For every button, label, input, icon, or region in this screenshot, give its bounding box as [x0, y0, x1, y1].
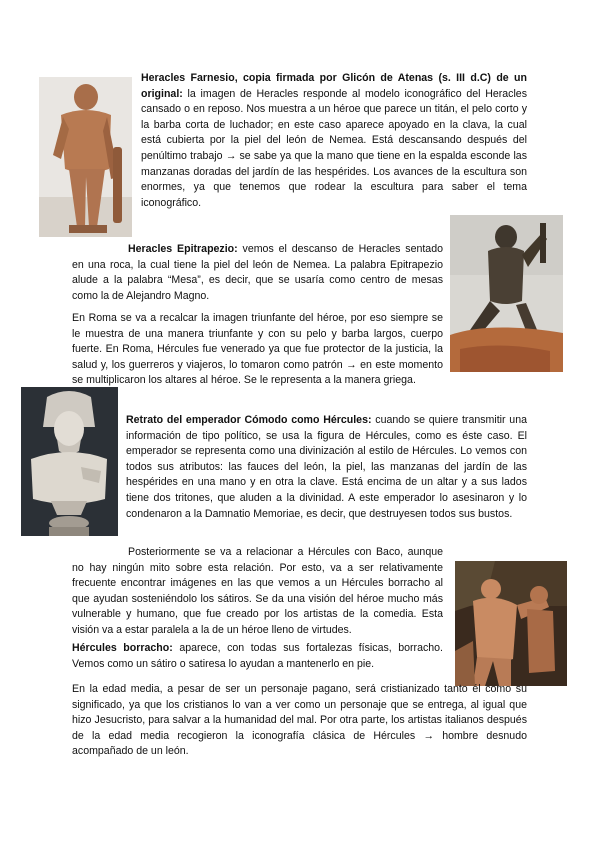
- comodo-paragraph: [126, 413, 527, 522]
- edad-media-paragraph: [72, 682, 527, 760]
- farnesio-title: Heracles Farnesio, copia firmada por Glicón de Atenas (s. III d.C) de un original:: [141, 72, 527, 100]
- roma-paragraph: [72, 311, 443, 389]
- borracho-text: aparece, con todas sus fortalezas físicas, borracho. Vemos como un sátiro o satiresa lo ayudan a mantenerlo en pie.: [72, 642, 444, 670]
- baco-text: Posteriormente se va a relacionar a Hércules con Baco, aunque no hay ningún mito sobre esta relación. Por esto, va a ser relativamente frecuente encontrar imágenes en las que vemos a un Hércules borracho al que ayudan sosteniéndolo los sátiros. Se da una visión del héroe mucho más vulnerable y humano, que fue creado por los artistas de la comedia. Esta visión va a estar paralela a la de un héroe lleno de virtudes.: [72, 546, 443, 636]
- epitrapezio-title: Heracles Epitrapezio:: [128, 243, 238, 255]
- roma-text: En Roma se va a recalcar la imagen triunfante del héroe, por eso siempre se le muestra de una manera triunfante y con su pelo y barba largos, cuerpo fuerte. En Roma, Hércules fue venerado ya que fue protector de la justicia, la salud y, los guerreros y viajeros, lo tomaron como patrón → en este momento se multiplicaron los altares al héroe. Se le representa a la manera griega.: [72, 312, 443, 387]
- epitrapezio-text: vemos el descanso de Heracles sentado en una roca, la cual tiene la piel del león de Nemea. La palabra Epitrapezio alude a la palabra “Mesa”, es decir, que se usaría como centro de mesas como la de Alejandro Magno.: [72, 243, 443, 302]
- edad-media-text: En la edad media, a pesar de ser un personaje pagano, será cristianizado tanto él como su significado, ya que los cristianos lo van a ver como un personaje que se entrega, al igual que hizo Jesucristo, para salvar a la humanidad del mal. Por otra parte, los artistas italianos después de la edad media recogieron la iconografía clásica de Hércules → hombre desnudo acompañado de un león.: [72, 683, 527, 758]
- drunken-hercules-painting: [455, 561, 567, 686]
- borracho-paragraph: [72, 641, 443, 672]
- farnesio-paragraph: [141, 71, 527, 211]
- heracles-epitrapezio-photo: [450, 215, 563, 372]
- farnesio-text: la imagen de Heracles responde al modelo iconográfico del Heracles cansado o en reposo. Nos muestra a un héroe que parece un titán, el pelo corto y la barba corta de luchador; en este caso aparece apoyado en la clava, la cual está cubierta por la piel del león de Nemea. Está descansando después del penúltimo trabajo → se sabe ya que la mano que tiene en la espalda esconde las manzanas doradas del jardín de las hespérides. Los avances de la escultura son enormes, ya que tenemos que rodear la escultura para saber el tema iconográfico.: [141, 87, 527, 209]
- comodo-text: cuando se quiere transmitir una información de tipo político, se usa la figura de Hércules, como es éste caso. El emperador se representa como una divinización al estilo de Hércules. Lo vemos con todos sus atributos: las fauces del león, la piel, las manzanas del jardín de las hespérides en una mano y en otra la clave. Está encima de un altar y a sus lados tiene dos tritones, que aluden a la divinidad. A este emperador lo asesinaron y lo condenaron a la Damnatio Memoriae, es decir, que destruyesen todos sus bustos.: [126, 414, 527, 520]
- baco-paragraph: [72, 545, 443, 639]
- epitrapezio-paragraph: [72, 242, 443, 304]
- comodo-title: Retrato del emperador Cómodo como Hércules:: [126, 414, 372, 426]
- heracles-farnese-photo: [39, 77, 132, 237]
- borracho-title: Hércules borracho:: [72, 642, 173, 654]
- commodus-bust-photo: [21, 387, 118, 536]
